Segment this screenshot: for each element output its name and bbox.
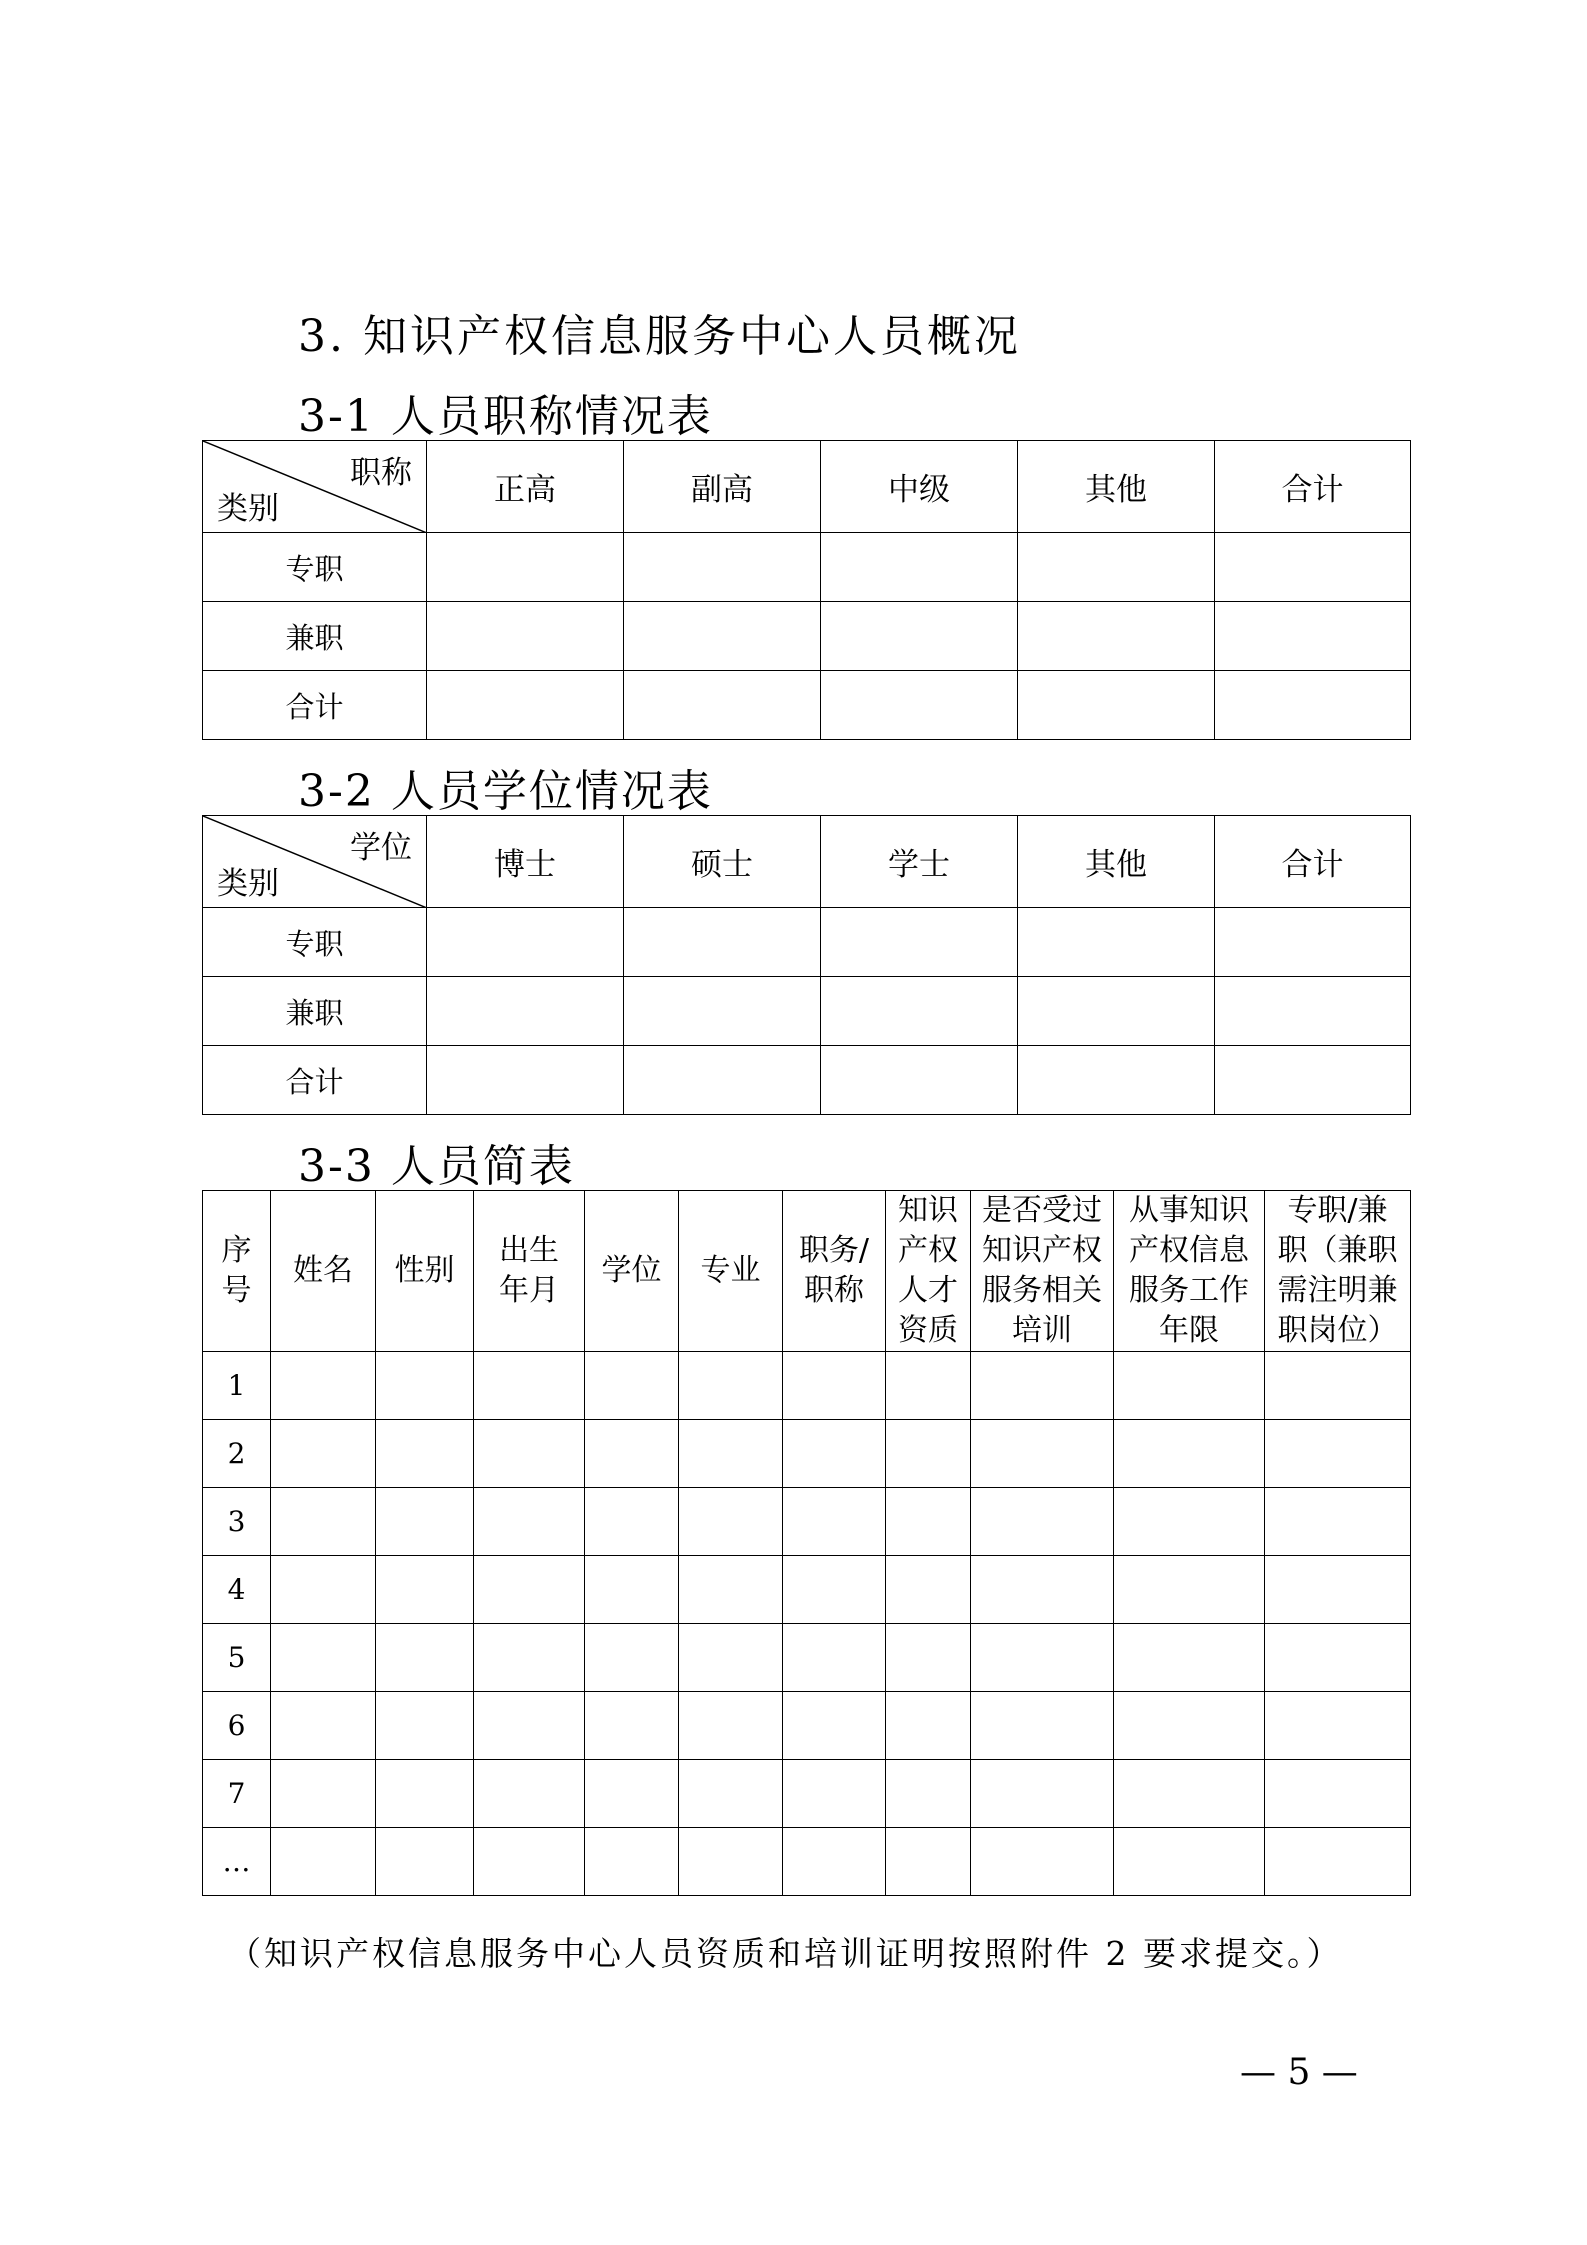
- table3-col-header-line: 从事知识: [1129, 1193, 1249, 1228]
- table3-col-header: [203, 1191, 271, 1352]
- table-cell[interactable]: [886, 1556, 971, 1624]
- table3-col-header: [783, 1191, 886, 1352]
- title-table: [202, 440, 1411, 740]
- table-cell[interactable]: [971, 1556, 1114, 1624]
- table3-col-header-line: 专职/兼: [1287, 1193, 1388, 1228]
- table-row: [203, 671, 1411, 740]
- section-title: 3. 知识产权信息服务中心人员概况: [298, 311, 1021, 362]
- table3-row-number: 4: [203, 1556, 271, 1624]
- table-cell[interactable]: [427, 533, 624, 602]
- table1-col-header: 副高: [624, 441, 821, 533]
- table2-col-header: 其他: [1018, 816, 1215, 908]
- table-cell[interactable]: [971, 1624, 1114, 1692]
- table-cell[interactable]: [585, 1352, 679, 1420]
- table2-col-header: 硕士: [624, 816, 821, 908]
- table3-col-header-line: 服务工作: [1129, 1273, 1249, 1308]
- table2-corner-bottom: 类别: [217, 866, 279, 902]
- table-cell[interactable]: [679, 1692, 783, 1760]
- table3-col-header: [376, 1191, 474, 1352]
- table-cell[interactable]: [271, 1420, 376, 1488]
- table2-corner-top: 学位: [350, 830, 412, 866]
- footnote: （知识产权信息服务中心人员资质和培训证明按照附件 2 要求提交。）: [228, 1934, 1343, 1973]
- table2-col-header: 合计: [1215, 816, 1411, 908]
- table-row: [203, 1352, 1411, 1420]
- table-cell[interactable]: [474, 1556, 585, 1624]
- table-cell[interactable]: [1018, 602, 1215, 671]
- table-cell[interactable]: [376, 1828, 474, 1896]
- table-cell[interactable]: [1265, 1352, 1411, 1420]
- table2-row-label: 合计: [203, 1046, 427, 1115]
- table1-corner-bottom: 类别: [217, 491, 279, 527]
- table-cell[interactable]: [679, 1352, 783, 1420]
- table-cell[interactable]: [1018, 977, 1215, 1046]
- table-cell[interactable]: [376, 1420, 474, 1488]
- table-cell[interactable]: [1114, 1828, 1265, 1896]
- table-cell[interactable]: [1265, 1828, 1411, 1896]
- table-cell[interactable]: [1215, 977, 1411, 1046]
- table-cell[interactable]: [376, 1760, 474, 1828]
- table3-col-header-line: 资质: [898, 1313, 958, 1348]
- table3-col-header: [1114, 1191, 1265, 1352]
- table-cell[interactable]: [1265, 1760, 1411, 1828]
- table-cell[interactable]: [1114, 1488, 1265, 1556]
- table-cell[interactable]: [1215, 671, 1411, 740]
- table-row: [203, 1828, 1411, 1896]
- table3-col-header-line: 职称: [804, 1273, 864, 1308]
- table-cell[interactable]: [474, 1420, 585, 1488]
- table-cell[interactable]: [1018, 908, 1215, 977]
- table-cell[interactable]: [271, 1556, 376, 1624]
- table-cell[interactable]: [783, 1692, 886, 1760]
- table3-col-header-line: 姓名: [293, 1253, 353, 1288]
- table3-col-header-line: 专业: [700, 1253, 761, 1288]
- table3-title: 3-3 人员简表: [298, 1141, 575, 1192]
- table3-header-row: [203, 1191, 1411, 1352]
- staff-table: [202, 1190, 1411, 1896]
- table-cell[interactable]: [679, 1488, 783, 1556]
- table-cell[interactable]: [1018, 671, 1215, 740]
- table-cell[interactable]: [1215, 602, 1411, 671]
- table-cell[interactable]: [474, 1692, 585, 1760]
- table-cell[interactable]: [679, 1420, 783, 1488]
- table-cell[interactable]: [1265, 1556, 1411, 1624]
- table-cell[interactable]: [886, 1420, 971, 1488]
- table2-col-header: 博士: [427, 816, 624, 908]
- table-cell[interactable]: [1114, 1624, 1265, 1692]
- table-cell[interactable]: [624, 908, 821, 977]
- table1-col-header: 合计: [1215, 441, 1411, 533]
- table-cell[interactable]: [679, 1624, 783, 1692]
- table1-corner-top: 职称: [350, 455, 412, 491]
- table-cell[interactable]: [624, 977, 821, 1046]
- table-cell[interactable]: [783, 1624, 886, 1692]
- table1-row-label: 兼职: [203, 602, 427, 671]
- table-cell[interactable]: [376, 1352, 474, 1420]
- table3-col-header: [585, 1191, 679, 1352]
- table3-row-number: 1: [203, 1352, 271, 1420]
- table-cell[interactable]: [886, 1488, 971, 1556]
- table1-title: 3-1 人员职称情况表: [298, 391, 713, 442]
- table1-corner-cell: [203, 441, 427, 533]
- table-cell[interactable]: [1018, 1046, 1215, 1115]
- table3-col-header-line: 是否受过: [982, 1193, 1102, 1228]
- table-cell[interactable]: [971, 1352, 1114, 1420]
- table3-col-header: [1265, 1191, 1411, 1352]
- table3-col-header: [886, 1191, 971, 1352]
- table-row: [203, 602, 1411, 671]
- table3-row-number: 2: [203, 1420, 271, 1488]
- table-cell[interactable]: [427, 977, 624, 1046]
- table-cell[interactable]: [585, 1420, 679, 1488]
- table-cell[interactable]: [271, 1488, 376, 1556]
- table3-col-header-line: 年限: [1159, 1313, 1219, 1348]
- table-row: [203, 1046, 1411, 1115]
- table-cell[interactable]: [1114, 1692, 1265, 1760]
- table1-row-label: 合计: [203, 671, 427, 740]
- table-cell[interactable]: [1114, 1760, 1265, 1828]
- table-cell[interactable]: [624, 671, 821, 740]
- table-cell[interactable]: [783, 1556, 886, 1624]
- table-cell[interactable]: [474, 1760, 585, 1828]
- table-cell[interactable]: [474, 1828, 585, 1896]
- table3-col-header-line: 职（兼职: [1277, 1233, 1398, 1268]
- table-cell[interactable]: [886, 1692, 971, 1760]
- table2-col-header: 学士: [821, 816, 1018, 908]
- table-cell[interactable]: [971, 1420, 1114, 1488]
- page-number: — 5 —: [1240, 2052, 1358, 2093]
- table3-row-number: …: [203, 1828, 271, 1896]
- table3-col-header-line: 产权: [898, 1233, 958, 1268]
- table3-col-header-line: 人才: [898, 1273, 958, 1308]
- table-cell[interactable]: [271, 1352, 376, 1420]
- table-cell[interactable]: [376, 1488, 474, 1556]
- table-cell[interactable]: [821, 602, 1018, 671]
- table-cell[interactable]: [271, 1828, 376, 1896]
- table-cell[interactable]: [821, 1046, 1018, 1115]
- table-cell[interactable]: [886, 1352, 971, 1420]
- table1-row-label: 专职: [203, 533, 427, 602]
- table3-col-header-line: 号: [221, 1273, 252, 1308]
- table-cell[interactable]: [376, 1556, 474, 1624]
- table2-title: 3-2 人员学位情况表: [298, 766, 713, 817]
- table3-col-header-line: 知识产权: [982, 1233, 1102, 1268]
- table-row: [203, 1488, 1411, 1556]
- table3-col-header-line: 产权信息: [1129, 1233, 1249, 1268]
- table-cell[interactable]: [474, 1488, 585, 1556]
- table-cell[interactable]: [624, 533, 821, 602]
- table-cell[interactable]: [821, 671, 1018, 740]
- table-row: [203, 1556, 1411, 1624]
- table-cell[interactable]: [821, 908, 1018, 977]
- table-cell[interactable]: [971, 1828, 1114, 1896]
- table-cell[interactable]: [679, 1828, 783, 1896]
- table-cell[interactable]: [679, 1556, 783, 1624]
- table-cell[interactable]: [585, 1624, 679, 1692]
- table-cell[interactable]: [474, 1352, 585, 1420]
- table-cell[interactable]: [427, 908, 624, 977]
- table3-col-header-line: 需注明兼: [1277, 1273, 1398, 1308]
- table-cell[interactable]: [271, 1760, 376, 1828]
- table-cell[interactable]: [821, 533, 1018, 602]
- table3-col-header: [971, 1191, 1114, 1352]
- table-cell[interactable]: [783, 1420, 886, 1488]
- table-cell[interactable]: [585, 1760, 679, 1828]
- table-cell[interactable]: [1265, 1624, 1411, 1692]
- table-cell[interactable]: [971, 1692, 1114, 1760]
- table3-col-header-line: 性别: [394, 1253, 455, 1288]
- table-cell[interactable]: [886, 1760, 971, 1828]
- table-cell[interactable]: [624, 602, 821, 671]
- table-cell[interactable]: [679, 1760, 783, 1828]
- table-cell[interactable]: [585, 1488, 679, 1556]
- table-row: [203, 533, 1411, 602]
- table-cell[interactable]: [624, 1046, 821, 1115]
- table1-col-header: 中级: [821, 441, 1018, 533]
- table3-col-header-line: 服务相关: [982, 1273, 1102, 1308]
- table-row: [203, 1692, 1411, 1760]
- table-cell[interactable]: [271, 1692, 376, 1760]
- table-cell[interactable]: [585, 1556, 679, 1624]
- table-cell[interactable]: [783, 1760, 886, 1828]
- table-cell[interactable]: [1265, 1420, 1411, 1488]
- table3-col-header-line: 序: [221, 1233, 252, 1268]
- table-cell[interactable]: [474, 1624, 585, 1692]
- table-row: [203, 1624, 1411, 1692]
- table3-col-header: [679, 1191, 783, 1352]
- table-cell[interactable]: [427, 602, 624, 671]
- table3-col-header: [474, 1191, 585, 1352]
- table-row: [203, 1420, 1411, 1488]
- table-cell[interactable]: [886, 1624, 971, 1692]
- table-cell[interactable]: [585, 1692, 679, 1760]
- table-cell[interactable]: [821, 977, 1018, 1046]
- table3-col-header-line: 知识: [898, 1193, 958, 1228]
- table-cell[interactable]: [1215, 908, 1411, 977]
- table3-row-number: 7: [203, 1760, 271, 1828]
- table-cell[interactable]: [1018, 533, 1215, 602]
- table-cell[interactable]: [1114, 1352, 1265, 1420]
- table-row: [203, 908, 1411, 977]
- table3-col-header-line: 培训: [1012, 1313, 1072, 1348]
- table2-row-label: 专职: [203, 908, 427, 977]
- table-cell[interactable]: [1215, 533, 1411, 602]
- table3-col-header-line: 职务/: [798, 1233, 870, 1268]
- table-row: [203, 1760, 1411, 1828]
- table-row: [203, 977, 1411, 1046]
- table-cell[interactable]: [1215, 1046, 1411, 1115]
- table-cell[interactable]: [886, 1828, 971, 1896]
- table-cell[interactable]: [427, 1046, 624, 1115]
- table3-row-number: 5: [203, 1624, 271, 1692]
- table-cell[interactable]: [271, 1624, 376, 1692]
- table-cell[interactable]: [376, 1692, 474, 1760]
- table1-col-header: 正高: [427, 441, 624, 533]
- table3-row-number: 3: [203, 1488, 271, 1556]
- table-cell[interactable]: [1265, 1692, 1411, 1760]
- table3-col-header-line: 职岗位）: [1277, 1313, 1398, 1348]
- table3-row-number: 6: [203, 1692, 271, 1760]
- table-cell[interactable]: [783, 1488, 886, 1556]
- table2-corner-cell: [203, 816, 427, 908]
- table3-col-header-line: 年月: [499, 1273, 559, 1308]
- table-cell[interactable]: [783, 1828, 886, 1896]
- table1-col-header: 其他: [1018, 441, 1215, 533]
- table-cell[interactable]: [1265, 1488, 1411, 1556]
- table3-col-header-line: 出生: [499, 1233, 559, 1268]
- table-cell[interactable]: [1114, 1420, 1265, 1488]
- table2-row-label: 兼职: [203, 977, 427, 1046]
- degree-table: [202, 815, 1411, 1115]
- table-cell[interactable]: [783, 1352, 886, 1420]
- table3-col-header: [271, 1191, 376, 1352]
- table3-col-header-line: 学位: [601, 1253, 662, 1288]
- table-cell[interactable]: [376, 1624, 474, 1692]
- table-cell[interactable]: [427, 671, 624, 740]
- table-cell[interactable]: [1114, 1556, 1265, 1624]
- table-cell[interactable]: [971, 1488, 1114, 1556]
- table-cell[interactable]: [585, 1828, 679, 1896]
- table-cell[interactable]: [971, 1760, 1114, 1828]
